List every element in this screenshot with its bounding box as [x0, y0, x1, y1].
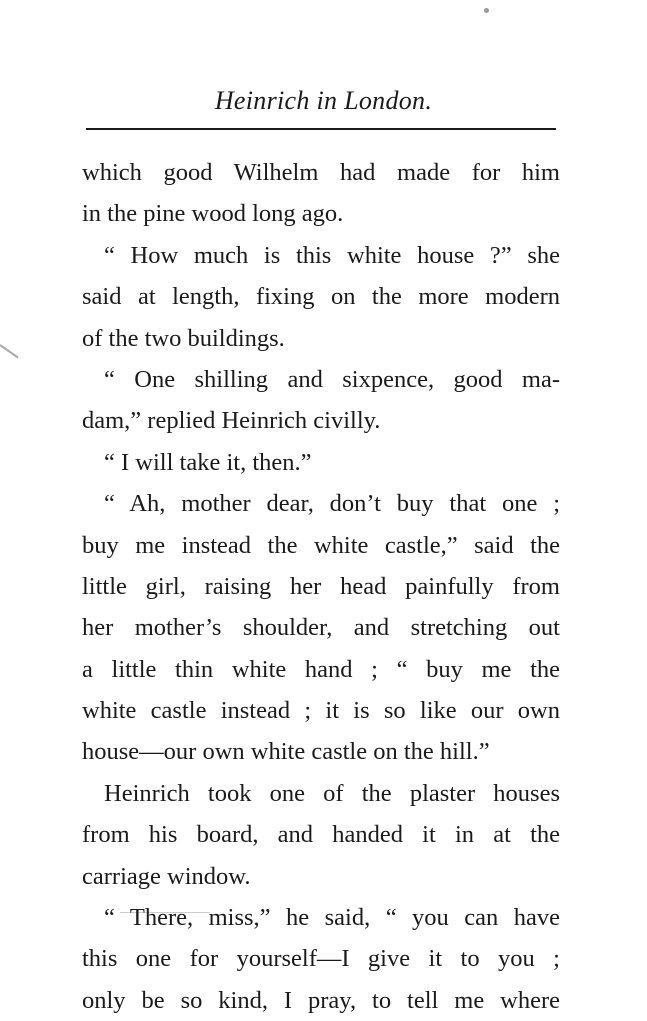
text-line: “ One shilling and sixpence, good ma- [104, 365, 560, 393]
running-head: Heinrich in London. [214, 86, 433, 115]
text-line: “ How much is this white house ?” she [104, 241, 560, 269]
text-line: her mother’s shoulder, and stretching out [82, 614, 560, 642]
page-edge-mark [0, 344, 19, 358]
text-line: white castle instead ; it is so like our own [82, 697, 560, 725]
header-rule [86, 128, 556, 130]
text-line: a little thin white hand ; “ buy me the [82, 655, 560, 683]
text-line: which good Wilhelm had made for him [82, 159, 560, 186]
text-line: of the two buildings. [82, 324, 285, 352]
text-line: “ There, miss,” he said, “ you can have [104, 904, 560, 932]
text-line: buy me instead the white castle,” said the [82, 531, 560, 559]
text-line: this one for yourself—I give it to you ; [82, 945, 560, 973]
print-speck [484, 8, 489, 13]
text-line: carriage window. [82, 862, 251, 890]
text-line: “ Ah, mother dear, don’t buy that one ; [104, 490, 560, 518]
text-line: Heinrich took one of the plaster houses [104, 779, 560, 807]
text-line: from his board, and handed it in at the [82, 821, 560, 849]
body-text [82, 152, 560, 1021]
text-line: in the pine wood long ago. [82, 200, 344, 228]
text-line: said at length, fixing on the more modern [82, 283, 560, 311]
text-line: only be so kind, I pray, to tell me where [82, 986, 560, 1014]
text-line: “ I will take it, then.” [104, 448, 312, 476]
text-line: house—our own white castle on the hill.” [82, 738, 490, 766]
text-line: little girl, raising her head painfully from [82, 572, 560, 600]
text-line: dam,” replied Heinrich civilly. [82, 407, 381, 435]
